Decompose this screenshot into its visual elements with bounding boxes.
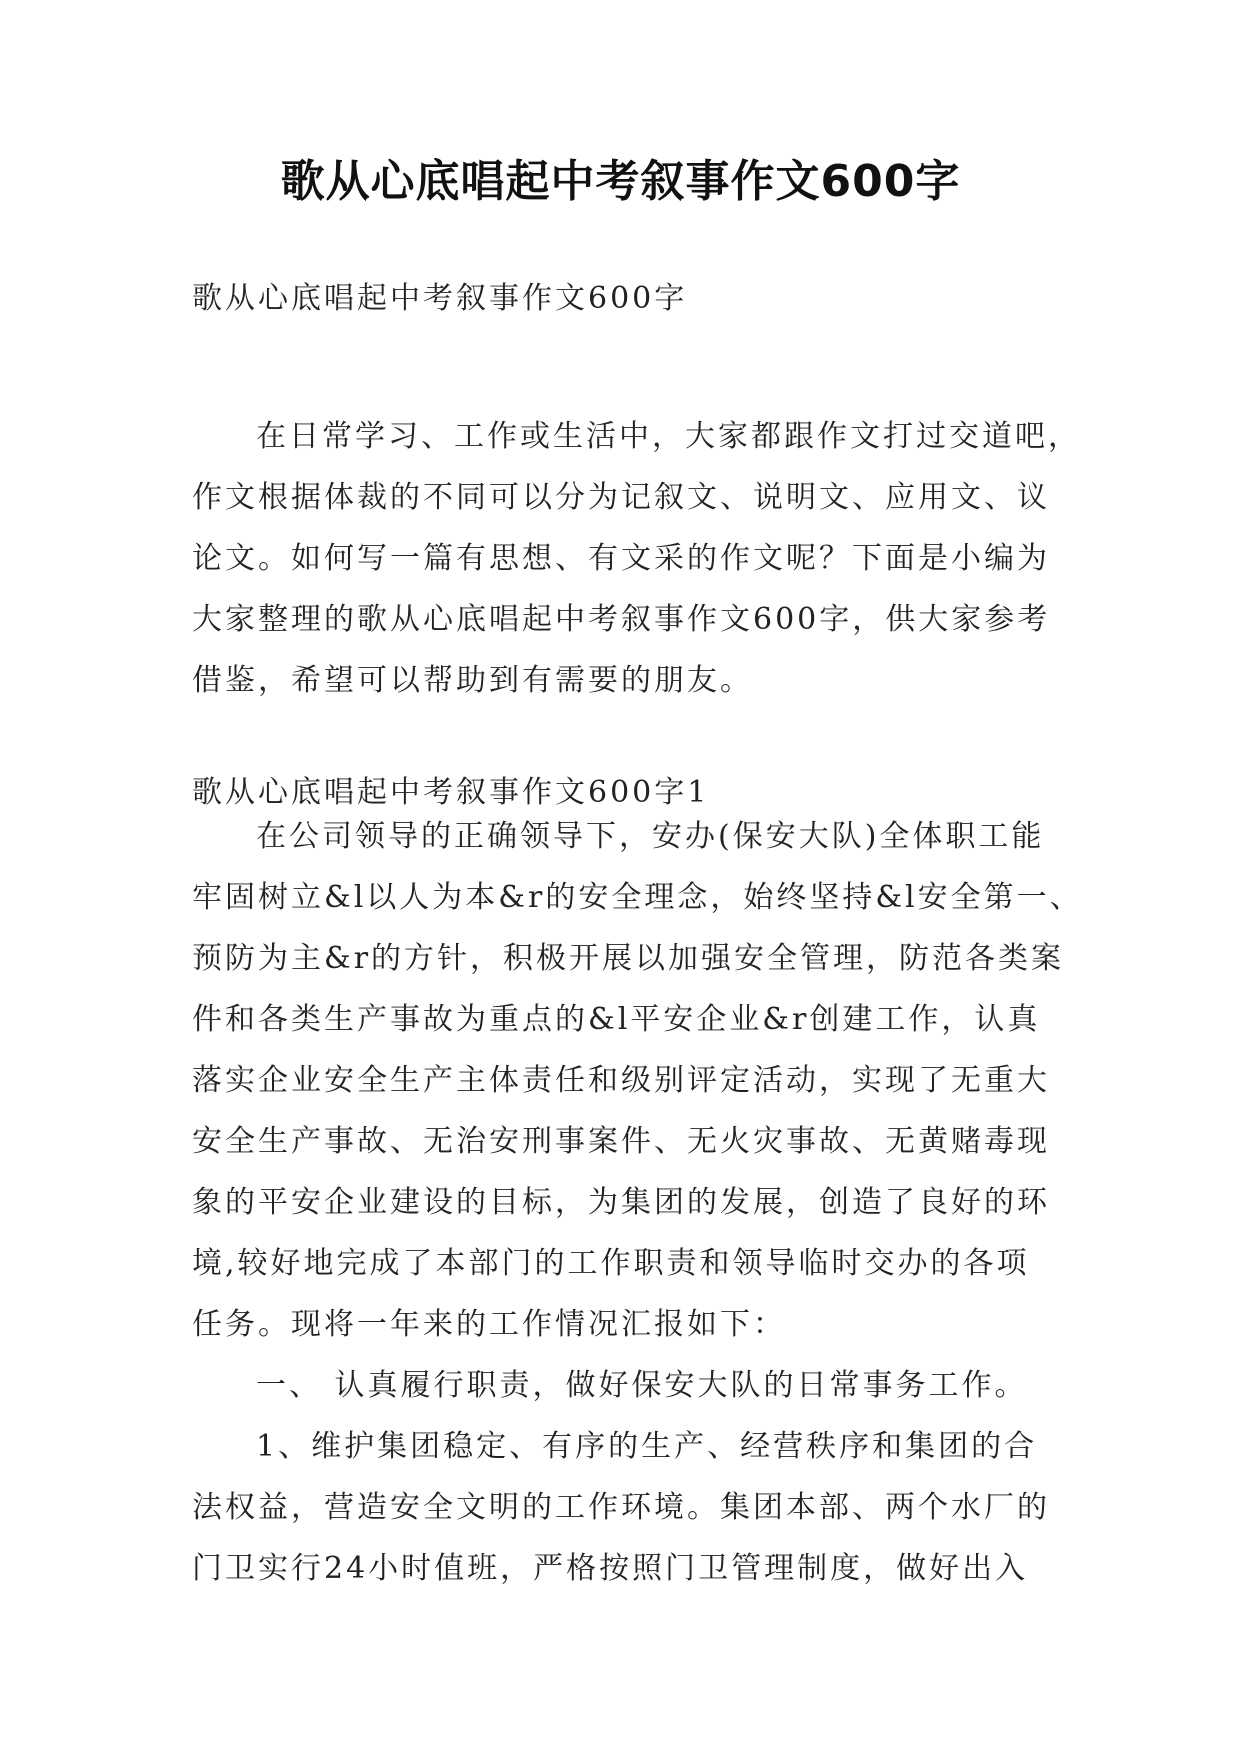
section-heading: 歌从心底唱起中考叙事作文600字1 <box>192 775 710 810</box>
body-line: 落实企业安全生产主体责任和级别评定活动，实现了无重大 <box>192 1063 1050 1098</box>
body-line: 预防为主&r的方针，积极开展以加强安全管理，防范各类案 <box>192 941 1065 976</box>
body-line: 法权益，营造安全文明的工作环境。集团本部、两个水厂的 <box>192 1490 1050 1525</box>
body-line: 牢固树立&l以人为本&r的安全理念，始终坚持&l安全第一、 <box>192 880 1083 915</box>
intro-line: 论文。如何写一篇有思想、有文采的作文呢？下面是小编为 <box>192 541 1050 576</box>
intro-line: 大家整理的歌从心底唱起中考叙事作文600字，供大家参考 <box>192 602 1051 637</box>
body-line: 1、维护集团稳定、有序的生产、经营秩序和集团的合 <box>256 1429 1038 1464</box>
body-line: 在公司领导的正确领导下，安办(保安大队)全体职工能 <box>256 819 1045 854</box>
body-line: 件和各类生产事故为重点的&l平安企业&r创建工作，认真 <box>192 1002 1041 1037</box>
body-line: 门卫实行24小时值班，严格按照门卫管理制度，做好出入 <box>192 1551 1029 1586</box>
body-line: 安全生产事故、无治安刑事案件、无火灾事故、无黄赌毒现 <box>192 1124 1050 1159</box>
intro-line: 在日常学习、工作或生活中，大家都跟作文打过交道吧， <box>256 419 1081 454</box>
document-title: 歌从心底唱起中考叙事作文600字 <box>280 156 961 207</box>
body-line: 境,较好地完成了本部门的工作职责和领导临时交办的各项 <box>192 1246 1030 1281</box>
intro-paragraph <box>192 406 1081 711</box>
intro-line: 作文根据体裁的不同可以分为记叙文、说明文、应用文、议 <box>192 480 1050 515</box>
body-line: 一、 认真履行职责，做好保安大队的日常事务工作。 <box>256 1368 1028 1403</box>
body-line: 象的平安企业建设的目标，为集团的发展，创造了良好的环 <box>192 1185 1050 1220</box>
intro-line: 借鉴，希望可以帮助到有需要的朋友。 <box>192 663 753 698</box>
body-paragraph <box>192 806 1083 1599</box>
document-subtitle: 歌从心底唱起中考叙事作文600字 <box>192 281 688 316</box>
body-line: 任务。现将一年来的工作情况汇报如下： <box>192 1307 786 1342</box>
